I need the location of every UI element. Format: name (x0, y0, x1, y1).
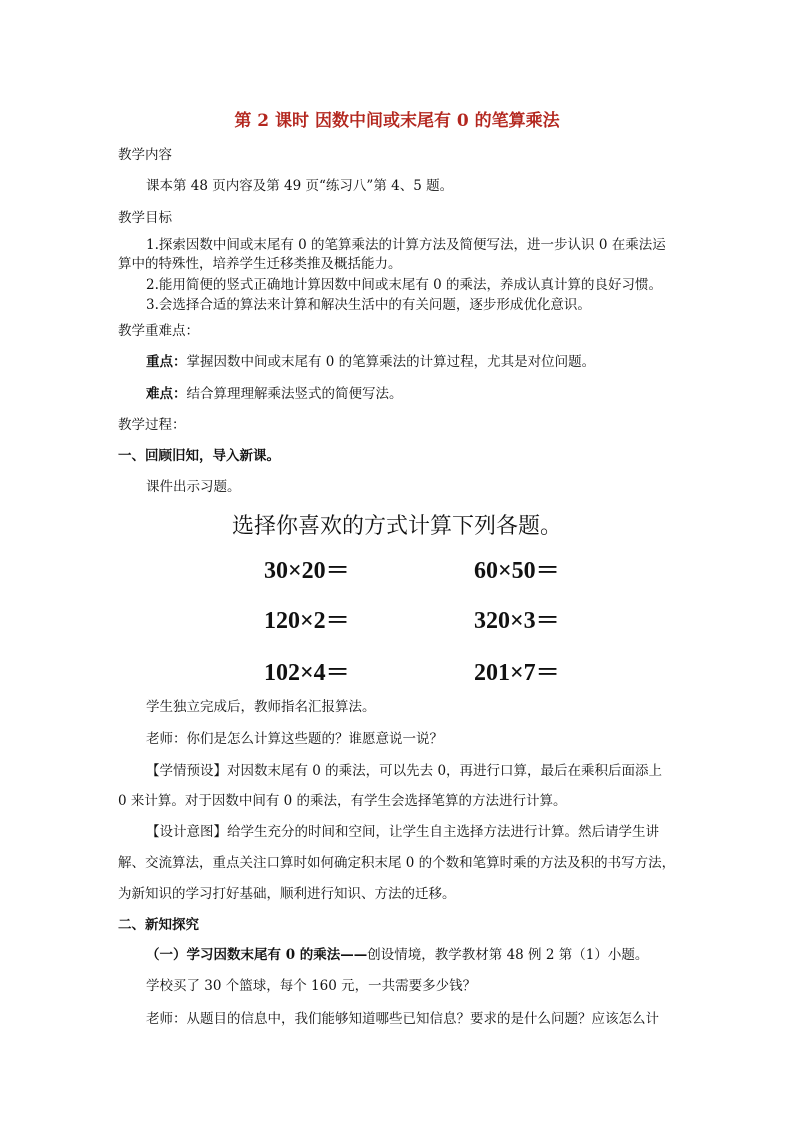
process-heading: 教学过程： (118, 417, 186, 433)
teacher-question-1: 老师：你们是怎么计算这些题的？谁愿意说一说？ (146, 731, 443, 747)
exercise-6: 201×7＝ (474, 660, 560, 686)
exercise-4: 320×3＝ (474, 608, 560, 634)
goals-heading: 教学目标 (118, 210, 172, 226)
goal-1-line-2: 算中的特殊性，培养学生迁移类推及概括能力。 (118, 256, 402, 272)
design-line-2: 解、交流算法，重点关注口算时如何确定积末尾 0 的个数和笔算时乘的方法及积的书写方法， (118, 855, 676, 871)
content-heading: 教学内容 (118, 147, 172, 163)
goal-2: 2.能用简便的竖式正确地计算因数中间或末尾有 0 的乘法，养成认真计算的良好习惯。 (146, 277, 663, 293)
preset-line-1: 【学情预设】对因数末尾有 0 的乘法，可以先去 0，再进行口算，最后在乘积后面添上 (146, 763, 663, 779)
lesson-title: 第 2 课时 因数中间或末尾有 0 的笔算乘法 (234, 111, 560, 131)
subsection-1-label: （一）学习因数末尾有 0 的乘法—— (146, 947, 368, 963)
subsection-1-text: 创设情境，教学教材第 48 例 2 第（1）小题。 (367, 947, 649, 963)
key-text: 掌握因数中间或末尾有 0 的笔算乘法的计算过程，尤其是对位问题。 (186, 354, 596, 370)
subsection-1 (146, 946, 648, 964)
keypoint-difficulty (146, 385, 403, 403)
goal-1-line-1: 1.探索因数中间或末尾有 0 的笔算乘法的计算方法及简便写法，进一步认识 0 在乘法运 (146, 237, 666, 253)
problem-statement: 学校买了 30 个篮球，每个 160 元，一共需要多少钱？ (146, 978, 477, 994)
goal-3: 3.会选择合适的算法来计算和解决生活中的有关问题，逐步形成优化意识。 (146, 297, 591, 313)
exercise-1: 30×20＝ (264, 558, 350, 584)
design-line-3: 为新知识的学习打好基础，顺利进行知识、方法的迁移。 (118, 886, 456, 902)
preset-line-2: 0 来计算。对于因数中间有 0 的乘法，有学生会选择笔算的方法进行计算。 (118, 793, 567, 809)
difficulty-label: 难点： (146, 386, 187, 402)
section-1-heading: 一、回顾旧知，导入新课。 (118, 448, 280, 464)
difficulty-text: 结合算理理解乘法竖式的简便写法。 (186, 386, 403, 402)
exercise-5: 102×4＝ (264, 660, 350, 686)
keypoints-heading: 教学重难点： (118, 323, 199, 339)
design-line-1: 【设计意图】给学生充分的时间和空间，让学生自主选择方法进行计算。然后请学生讲 (146, 824, 659, 840)
exercise-heading: 选择你喜欢的方式计算下列各题。 (231, 514, 562, 539)
section-1-intro: 课件出示习题。 (146, 479, 241, 495)
exercise-2: 60×50＝ (474, 558, 560, 584)
after-exercise: 学生独立完成后，教师指名汇报算法。 (146, 699, 376, 715)
key-label: 重点： (146, 354, 187, 370)
section-2-heading: 二、新知探究 (118, 917, 199, 933)
content-text: 课本第 48 页内容及第 49 页“练习八”第 4、5 题。 (146, 178, 454, 194)
keypoint-key (146, 353, 595, 371)
teacher-question-2: 老师：从题目的信息中，我们能够知道哪些已知信息？要求的是什么问题？应该怎么计 (146, 1011, 659, 1027)
exercise-3: 120×2＝ (264, 608, 350, 634)
